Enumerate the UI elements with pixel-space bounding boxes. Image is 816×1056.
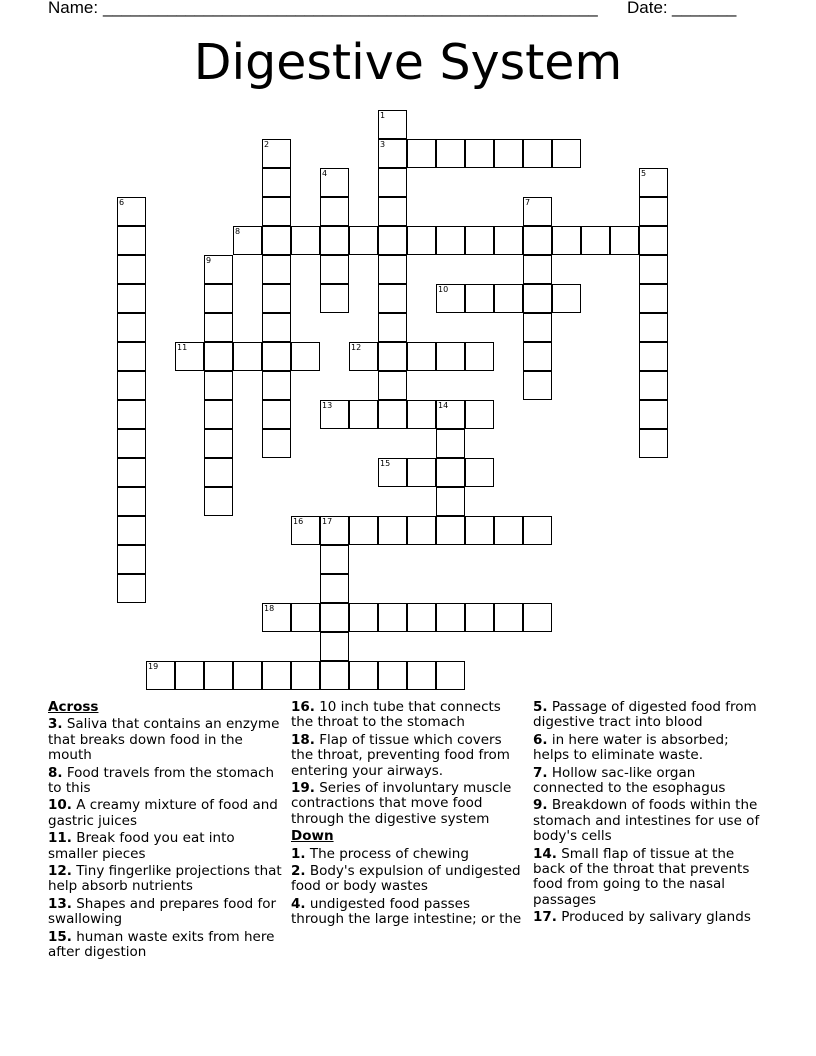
- crossword-cell[interactable]: [320, 255, 349, 284]
- clue-number: 7: [525, 198, 531, 207]
- crossword-cell[interactable]: [320, 168, 349, 197]
- clue-number: 12: [351, 343, 362, 352]
- crossword-cell[interactable]: [204, 313, 233, 342]
- crossword-cell[interactable]: [639, 168, 668, 197]
- clue: [533, 798, 769, 844]
- crossword-cell[interactable]: [378, 110, 407, 139]
- clue-text: Series of involuntary muscle contractions that move food through the digestive system: [291, 780, 512, 827]
- clue-number: 10.: [48, 797, 72, 814]
- clue-number: 14.: [533, 845, 557, 862]
- crossword-cell[interactable]: [494, 139, 523, 168]
- crossword-cell[interactable]: [465, 226, 494, 255]
- clue-text: Hollow sac-like organ connected to the esophagus: [533, 764, 726, 797]
- crossword-cell[interactable]: [639, 371, 668, 400]
- crossword-cell[interactable]: [262, 168, 291, 197]
- clue-text: Saliva that contains an enzyme that breaks down food in the mouth: [48, 716, 280, 764]
- clue-number: 6.: [533, 731, 548, 748]
- crossword-cell[interactable]: [117, 197, 146, 226]
- clue: [291, 781, 525, 827]
- crossword-cell[interactable]: [523, 342, 552, 371]
- crossword-cell[interactable]: [610, 226, 639, 255]
- crossword-cell[interactable]: [117, 284, 146, 313]
- clue-number: 3.: [48, 716, 63, 733]
- clue-text: Flap of tissue which covers the throat, preventing food from entering your airways.: [291, 731, 510, 779]
- crossword-cell[interactable]: [523, 371, 552, 400]
- clue-text: The process of chewing: [305, 845, 469, 862]
- crossword-cell[interactable]: [204, 371, 233, 400]
- crossword-cell[interactable]: [291, 603, 320, 632]
- clue: [291, 847, 525, 862]
- crossword-cell[interactable]: [639, 284, 668, 313]
- crossword-cell[interactable]: [349, 516, 378, 545]
- crossword-cell[interactable]: [320, 197, 349, 226]
- clue-number: 9.: [533, 797, 548, 814]
- crossword-cell[interactable]: [523, 603, 552, 632]
- clue-number: 4: [322, 169, 328, 178]
- clue-text: Produced by salivary glands: [556, 909, 751, 926]
- crossword-cell[interactable]: [117, 371, 146, 400]
- crossword-cell[interactable]: [407, 661, 436, 690]
- clue: [48, 717, 284, 763]
- clue-column-2: [291, 700, 525, 930]
- crossword-cell[interactable]: [349, 226, 378, 255]
- crossword-cell[interactable]: [436, 603, 465, 632]
- crossword-cell[interactable]: [552, 139, 581, 168]
- crossword-cell[interactable]: [378, 458, 407, 487]
- crossword-cell[interactable]: [262, 313, 291, 342]
- clue-number: 14: [438, 401, 449, 410]
- crossword-cell[interactable]: [204, 400, 233, 429]
- crossword-cell[interactable]: [262, 139, 291, 168]
- crossword-cell[interactable]: [117, 458, 146, 487]
- clue: [291, 733, 525, 779]
- crossword-cell[interactable]: [436, 342, 465, 371]
- crossword-cell[interactable]: [407, 458, 436, 487]
- crossword-cell[interactable]: [262, 255, 291, 284]
- clue-text: A creamy mixture of food and gastric juices: [48, 797, 278, 829]
- crossword-cell[interactable]: [291, 516, 320, 545]
- page-title: Digestive System: [193, 34, 623, 91]
- crossword-cell[interactable]: [117, 400, 146, 429]
- crossword-cell[interactable]: [320, 574, 349, 603]
- crossword-cell[interactable]: [262, 429, 291, 458]
- crossword-cell[interactable]: [378, 661, 407, 690]
- crossword-cell[interactable]: [523, 284, 552, 313]
- crossword-cell[interactable]: [349, 603, 378, 632]
- crossword-cell[interactable]: [291, 226, 320, 255]
- crossword-cell[interactable]: [581, 226, 610, 255]
- clue: [48, 930, 284, 961]
- crossword-cell[interactable]: [320, 545, 349, 574]
- crossword-cell[interactable]: [233, 342, 262, 371]
- crossword-cell[interactable]: [436, 516, 465, 545]
- crossword-cell[interactable]: [639, 255, 668, 284]
- crossword-cell[interactable]: [378, 139, 407, 168]
- clue-number: 1.: [291, 845, 306, 862]
- clue-list: [0, 700, 816, 1040]
- crossword-cell[interactable]: [639, 197, 668, 226]
- clue: [291, 700, 525, 731]
- clue-number: 18.: [291, 731, 315, 748]
- crossword-cell[interactable]: [436, 661, 465, 690]
- crossword-cell[interactable]: [175, 661, 204, 690]
- crossword-cell[interactable]: [117, 574, 146, 603]
- crossword-cell[interactable]: [639, 226, 668, 255]
- crossword-cell[interactable]: [494, 603, 523, 632]
- crossword-cell[interactable]: [465, 139, 494, 168]
- crossword-cell[interactable]: [465, 284, 494, 313]
- clue-number: 5: [641, 169, 647, 178]
- clue-text: Body's expulsion of undigested food or body wastes: [291, 863, 521, 895]
- crossword-cell[interactable]: [436, 458, 465, 487]
- crossword-cell[interactable]: [639, 313, 668, 342]
- crossword-cell[interactable]: [233, 661, 262, 690]
- clue-number: 16: [293, 517, 304, 526]
- crossword-cell[interactable]: [262, 226, 291, 255]
- section-heading: Down: [291, 828, 334, 845]
- crossword-cell[interactable]: [407, 342, 436, 371]
- crossword-cell[interactable]: [378, 342, 407, 371]
- clue-number: 8: [235, 227, 241, 236]
- crossword-cell[interactable]: [494, 226, 523, 255]
- clue-number: 11.: [48, 830, 72, 847]
- crossword-cell[interactable]: [320, 516, 349, 545]
- crossword-cell[interactable]: [204, 487, 233, 516]
- section-heading: Across: [48, 699, 99, 715]
- clue-text: in here water is absorbed; helps to eliminate waste.: [533, 731, 729, 764]
- crossword-cell[interactable]: [117, 342, 146, 371]
- date-label: Date:: [627, 0, 668, 17]
- crossword-cell[interactable]: [320, 661, 349, 690]
- crossword-cell[interactable]: [523, 255, 552, 284]
- crossword-cell[interactable]: [204, 284, 233, 313]
- clue-text: Break food you eat into smaller pieces: [48, 830, 235, 862]
- crossword-cell[interactable]: [378, 371, 407, 400]
- crossword-cell[interactable]: [523, 197, 552, 226]
- crossword-cell[interactable]: [494, 284, 523, 313]
- crossword-cell[interactable]: [262, 371, 291, 400]
- crossword-cell[interactable]: [407, 516, 436, 545]
- crossword-cell[interactable]: [117, 545, 146, 574]
- crossword-cell[interactable]: [320, 603, 349, 632]
- crossword-cell[interactable]: [262, 197, 291, 226]
- crossword-cell[interactable]: [465, 342, 494, 371]
- crossword-cell[interactable]: [436, 139, 465, 168]
- crossword-cell[interactable]: [262, 284, 291, 313]
- crossword-cell[interactable]: [204, 429, 233, 458]
- clue-number: 9: [206, 256, 212, 265]
- crossword-cell[interactable]: [349, 342, 378, 371]
- crossword-cell[interactable]: [320, 284, 349, 313]
- clue-number: 7.: [533, 764, 548, 781]
- clue-number: 18: [264, 604, 275, 613]
- crossword-cell[interactable]: [378, 168, 407, 197]
- crossword-cell[interactable]: [378, 313, 407, 342]
- crossword-cell[interactable]: [117, 429, 146, 458]
- date-field[interactable]: _______: [672, 0, 737, 17]
- crossword-cell[interactable]: [407, 139, 436, 168]
- crossword-cell[interactable]: [465, 458, 494, 487]
- crossword-cell[interactable]: [407, 603, 436, 632]
- clue-number: 11: [177, 343, 188, 352]
- clue-number: 17.: [533, 909, 557, 926]
- crossword-cell[interactable]: [523, 313, 552, 342]
- clue-text: human waste exits from here after digestion: [48, 928, 275, 961]
- clue-text: Food travels from the stomach to this: [48, 764, 275, 797]
- crossword-cell[interactable]: [320, 226, 349, 255]
- name-field[interactable]: ______________________________________________________: [103, 0, 598, 17]
- crossword-cell[interactable]: [378, 516, 407, 545]
- crossword-cell[interactable]: [378, 603, 407, 632]
- clue-number: 12.: [48, 863, 72, 880]
- crossword-cell[interactable]: [204, 458, 233, 487]
- clue-number: 1: [380, 111, 386, 120]
- crossword-cell[interactable]: [320, 400, 349, 429]
- clue: [48, 864, 284, 895]
- clue-number: 8.: [48, 764, 63, 781]
- crossword-cell[interactable]: [291, 661, 320, 690]
- crossword-cell[interactable]: [349, 400, 378, 429]
- crossword-cell[interactable]: [146, 661, 175, 690]
- crossword-cell[interactable]: [378, 226, 407, 255]
- clue: [291, 864, 525, 895]
- clue-text: Shapes and prepares food for swallowing: [48, 895, 277, 928]
- clue-number: 19.: [291, 780, 315, 797]
- clue: [291, 897, 525, 928]
- crossword-cell[interactable]: [117, 487, 146, 516]
- crossword-cell[interactable]: [523, 139, 552, 168]
- crossword-cell[interactable]: [465, 400, 494, 429]
- crossword-cell[interactable]: [465, 516, 494, 545]
- crossword-cell[interactable]: [639, 400, 668, 429]
- crossword-cell[interactable]: [523, 226, 552, 255]
- clue: [533, 847, 769, 909]
- clue-number: 5.: [533, 699, 548, 715]
- clue-number: 10: [438, 285, 449, 294]
- clue: [533, 733, 769, 764]
- crossword-cell[interactable]: [117, 313, 146, 342]
- clue: [48, 897, 284, 928]
- crossword-cell[interactable]: [407, 400, 436, 429]
- clue-number: 17: [322, 517, 333, 526]
- clue-number: 3: [380, 140, 386, 149]
- crossword-cell[interactable]: [552, 226, 581, 255]
- crossword-cell[interactable]: [639, 429, 668, 458]
- crossword-cell[interactable]: [117, 516, 146, 545]
- crossword-cell[interactable]: [204, 661, 233, 690]
- clue-text: undigested food passes through the large intestine; or the: [291, 895, 522, 928]
- clue: [48, 831, 284, 862]
- crossword-cell[interactable]: [465, 603, 494, 632]
- clue-number: 2.: [291, 863, 306, 880]
- clue: [533, 910, 769, 925]
- clue-number: 4.: [291, 895, 306, 912]
- crossword-cell[interactable]: [436, 226, 465, 255]
- clue-column-1: [48, 700, 284, 963]
- crossword-cell[interactable]: [320, 632, 349, 661]
- clue-number: 19: [148, 662, 159, 671]
- crossword-cell[interactable]: [233, 226, 262, 255]
- crossword-cell[interactable]: [204, 342, 233, 371]
- crossword-cell[interactable]: [262, 603, 291, 632]
- crossword-cell[interactable]: [639, 342, 668, 371]
- clue-text: Passage of digested food from digestive tract into blood: [533, 699, 757, 731]
- crossword-cell[interactable]: [436, 487, 465, 516]
- crossword-cell[interactable]: [204, 255, 233, 284]
- crossword-cell[interactable]: [291, 342, 320, 371]
- crossword-cell[interactable]: [552, 284, 581, 313]
- crossword-cell[interactable]: [494, 516, 523, 545]
- clue-number: 13: [322, 401, 333, 410]
- clue-text: Tiny fingerlike projections that help absorb nutrients: [48, 863, 282, 895]
- crossword-cell[interactable]: [262, 400, 291, 429]
- clue-text: 10 inch tube that connects the throat to the stomach: [291, 699, 501, 731]
- crossword-cell[interactable]: [378, 284, 407, 313]
- crossword-cell[interactable]: [349, 661, 378, 690]
- clue: [48, 766, 284, 797]
- clue: [533, 700, 769, 731]
- clue: [533, 766, 769, 797]
- crossword-cell[interactable]: [436, 429, 465, 458]
- crossword-cell[interactable]: [117, 255, 146, 284]
- clue-text: Small flap of tissue at the back of the throat that prevents food from going to the nasal passages: [533, 845, 750, 908]
- clue-number: 13.: [48, 895, 72, 912]
- clue-number: 16.: [291, 699, 315, 715]
- crossword-cell[interactable]: [436, 400, 465, 429]
- crossword-cell[interactable]: [175, 342, 204, 371]
- crossword-cell[interactable]: [378, 197, 407, 226]
- clue-column-3: [533, 700, 769, 928]
- clue: [48, 798, 284, 829]
- clue-number: 15: [380, 459, 391, 468]
- crossword-cell[interactable]: [117, 226, 146, 255]
- crossword-cell[interactable]: [262, 342, 291, 371]
- clue-number: 15.: [48, 928, 72, 945]
- name-label: Name:: [48, 0, 99, 17]
- crossword-cell[interactable]: [262, 661, 291, 690]
- crossword-cell[interactable]: [378, 400, 407, 429]
- crossword-cell[interactable]: [378, 255, 407, 284]
- crossword-cell[interactable]: [523, 516, 552, 545]
- clue-number: 2: [264, 140, 270, 149]
- crossword-cell[interactable]: [436, 284, 465, 313]
- clue-text: Breakdown of foods within the stomach and intestines for use of body's cells: [533, 797, 760, 845]
- clue-number: 6: [119, 198, 125, 207]
- crossword-cell[interactable]: [407, 226, 436, 255]
